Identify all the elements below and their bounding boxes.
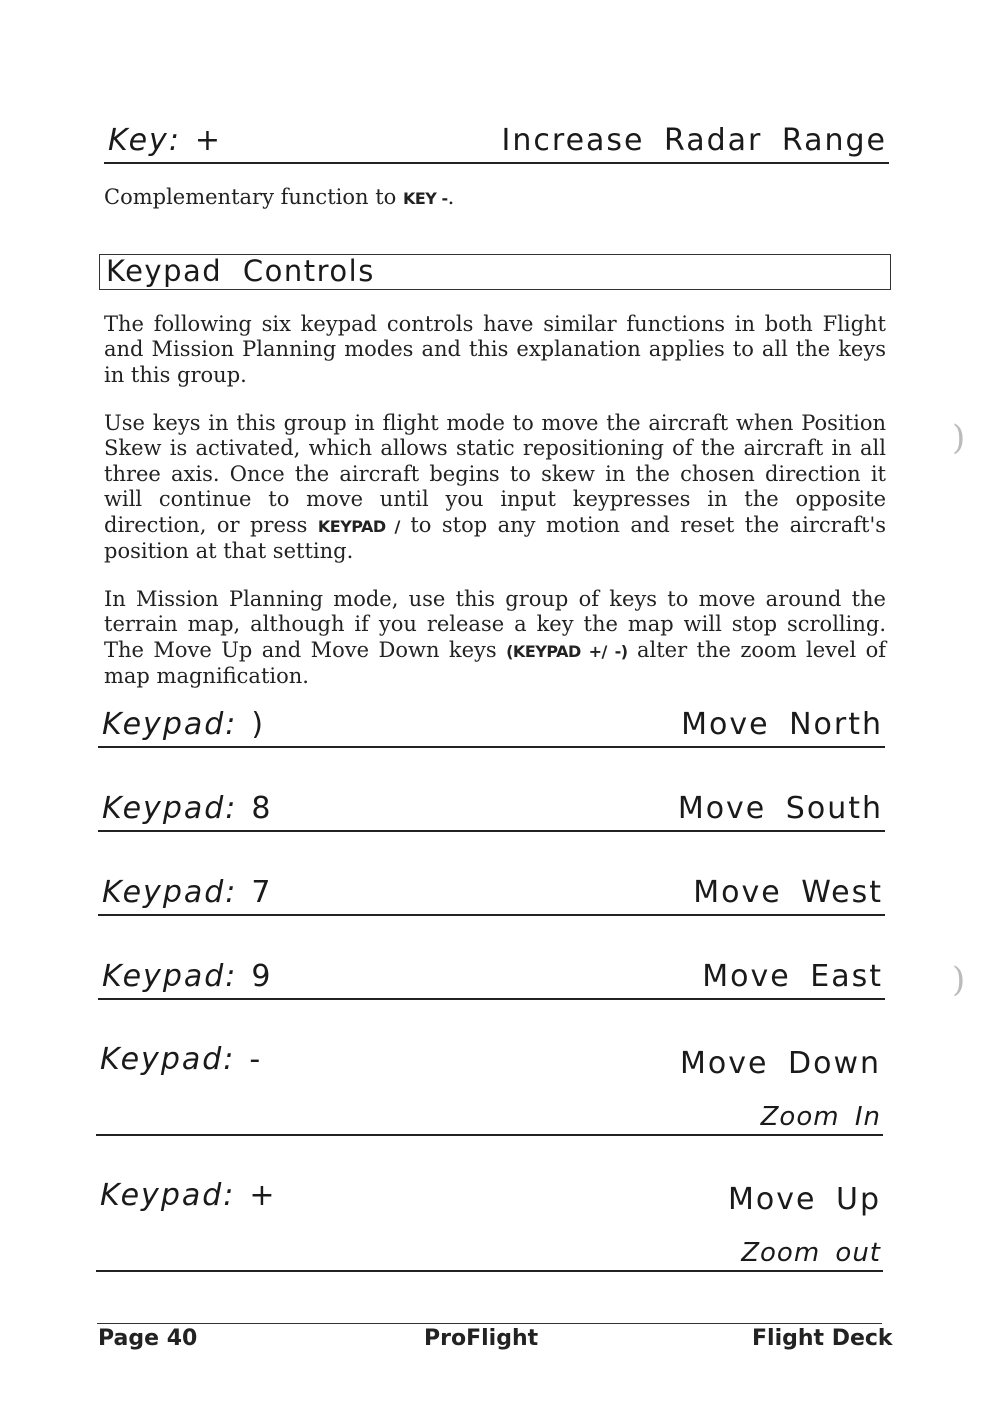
margin-mark: ) [952,960,966,1000]
footer-product: ProFlight [424,1326,539,1351]
section-title: Keypad Controls [106,254,375,288]
key-label: Key: + [108,123,223,158]
keycap: (KEYPAD +/ -) [506,641,628,661]
keypad-entry-south: Keypad: 8 Move South [98,784,885,832]
keypad-entry-down: Keypad: - Move Down Zoom In [96,1034,883,1136]
keypad-entry-up: Keypad: + Move Up Zoom out [96,1170,883,1272]
section-heading-box [99,254,891,290]
keypad-sub-action: Zoom In [760,1102,881,1132]
keypad-entry-west: Keypad: 7 Move West [98,868,885,916]
keypad-key: ) [251,707,266,742]
footer-page-number: Page 40 [98,1326,198,1351]
paragraph-flight-mode: Use keys in this group in flight mode to move the aircraft when Position Skew is activated, which allows static repositioning of the aircraft in all three axis. Once the aircraft begins to skew in the chosen direction it will continue to move until you input keypresses in the opposite direction, or press KEYPAD / to stop any motion and reset the aircraft's position at that setting. [104,411,887,564]
keypad-key: 8 [251,791,273,826]
footer-section: Flight Deck [752,1326,893,1351]
keypad-key: 7 [251,875,273,910]
keypad-action: Move Up [728,1182,881,1217]
keypad-entry-east: Keypad: 9 Move East [98,952,885,1000]
footer-rule [97,1323,882,1324]
keypad-action: Move South [677,791,883,826]
key-entry-plus [104,118,889,164]
keypad-sub-action: Zoom out [741,1238,881,1268]
paragraph-mission-planning: In Mission Planning mode, use this group of keys to move around the terrain map, although if you release a key the map will stop scrolling. The Move Up and Move Down keys (KEYPAD +/ -) alter the zoom level of map magnification. [104,587,886,689]
keycap: KEYPAD / [317,516,400,536]
keypad-action: Move West [693,875,883,910]
keycap: KEY - [402,189,448,208]
key-value: + [194,123,223,158]
keypad-entry-north: Keypad: ) Move North [98,700,885,748]
keypad-key: - [249,1042,263,1077]
key-description: Complementary function to KEY -. [104,185,455,209]
key-action: Increase Radar Range [501,123,887,158]
keypad-key: 9 [251,959,273,994]
paragraph-intro: The following six keypad controls have similar functions in both Flight and Mission Planning modes and this explanation applies to all the keys in this group. [104,312,886,387]
keypad-action: Move Down [680,1046,881,1081]
keypad-key: + [249,1178,277,1213]
margin-mark: ) [952,418,966,458]
keypad-action: Move North [681,707,883,742]
keypad-action: Move East [702,959,883,994]
